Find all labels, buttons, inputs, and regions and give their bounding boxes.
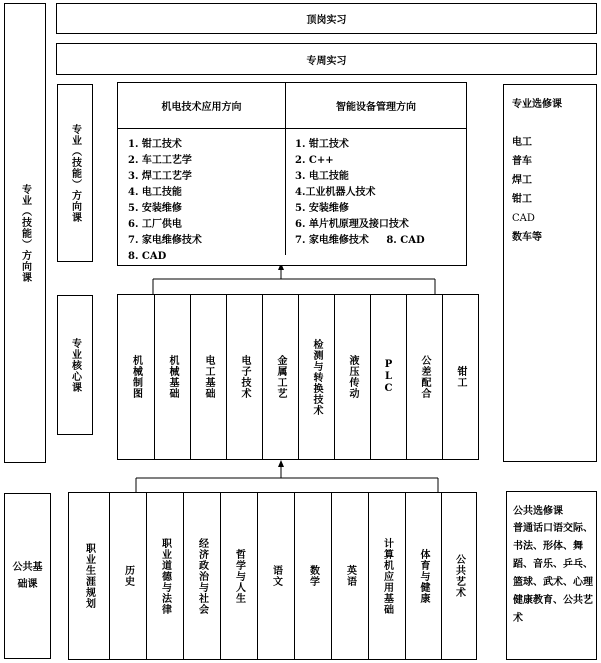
core-course-cell [370,295,406,459]
core-course-label-text: 钳工 [455,366,466,388]
direction-right-header [286,83,466,129]
core-course-label-text: 电子技术 [239,355,250,399]
direction-right-item: 3. 电工技能 [295,171,349,182]
public-course-label: 公共基础课 [12,562,43,590]
public-course-label-box [4,493,51,659]
direction-left-title: 机电技术应用方向 [161,102,242,113]
direction-left-item: 2. 车工工艺学 [128,155,192,166]
internship-bar-zhuanxiang [56,43,597,75]
public-course-cell [405,493,441,659]
direction-right-item: 7. 家电维修技术 8. CAD [295,235,425,246]
public-course-cell [183,493,220,659]
public-course-label-text: 职业道德与法律 [159,537,171,615]
professional-elective-item: 数车等 [512,232,542,243]
direction-divider [285,129,286,255]
direction-right-item: 1. 钳工技术 [295,139,349,150]
public-elective-title: 公共选修课 [513,506,563,517]
public-elective-body: 普通话口语交际、书法、形体、舞蹈、音乐、乒乓、篮球、武术、心理健康教育、公共艺术 [513,523,593,624]
core-course-cell [442,295,478,459]
direction-left-item: 5. 安装维修 [128,203,182,214]
core-course-cell [406,295,442,459]
public-course-label-text: 哲学与人生 [233,548,245,604]
professional-elective-item: CAD [512,213,535,224]
professional-elective-item: 普车 [512,156,532,167]
directions-table [117,82,467,266]
direction-right-title: 智能设备管理方向 [336,102,416,113]
core-course-cell [154,295,190,459]
direction-left-item: 4. 电工技能 [128,187,182,198]
public-course-cell [257,493,294,659]
direction-right-item: 6. 单片机原理及接口技术 [295,219,409,230]
public-course-cell [146,493,183,659]
core-course-cell [226,295,262,459]
left-sidebar-direction-label [4,3,46,463]
professional-elective-item: 电工 [512,137,532,148]
public-elective-box [506,491,597,660]
professional-elective-item: 焊工 [512,175,532,186]
core-course-cell [262,295,298,459]
direction-left-item: 7. 家电维修技术 [128,235,202,246]
core-course-cell [334,295,370,459]
direction-right-item: 4.工业机器人技术 [295,187,376,198]
public-course-label-text: 英语 [344,565,356,587]
professional-elective-item: 钳工 [512,194,532,205]
core-course-label-text: PLC [383,359,394,395]
public-course-label-text: 职业生涯规划 [83,543,95,609]
core-course-cell [190,295,226,459]
public-course-label-text: 经济政治与社会 [196,537,208,615]
direction-course-label-box [57,84,93,262]
public-course-label-text: 公共艺术 [453,554,465,598]
public-course-label-text: 计算机应用基础 [381,537,393,615]
public-course-cell [220,493,257,659]
internship-bar-dinggang [56,3,597,34]
direction-left-item: 8. CAD [128,251,167,262]
left-sidebar-text: 专业（技能）方向课 [19,183,31,283]
core-courses-row [117,294,479,460]
core-course-label-text: 金属工艺 [275,355,286,399]
public-course-label-text: 历史 [122,565,134,587]
core-course-label-text: 机械基础 [167,355,178,399]
direction-left-list [128,137,202,264]
internship-bar-dinggang-label: 顶岗实习 [306,15,347,26]
public-course-label-text: 数学 [307,565,319,587]
public-course-cell [331,493,368,659]
core-course-label-text: 公差配合 [419,355,430,399]
direction-left-item: 1. 钳工技术 [128,139,182,150]
professional-elective-box [503,84,597,462]
core-course-cell [118,295,154,459]
public-course-cell [441,493,476,659]
public-course-label-text: 体育与健康 [418,548,429,604]
public-course-cell [368,493,405,659]
core-course-label: 专业核心课 [69,337,81,393]
professional-elective-list [512,133,542,247]
direction-right-list [295,137,425,249]
professional-elective-title: 专业选修课 [512,99,562,110]
direction-left-item: 6. 工厂供电 [128,219,182,230]
public-course-cell [294,493,331,659]
public-courses-row [68,492,477,660]
core-course-label-text: 液压传动 [347,355,358,399]
public-course-label-text: 语文 [270,565,282,587]
core-course-cell [298,295,334,459]
public-course-cell [109,493,146,659]
direction-course-label: 专业（技能）方向课 [69,123,81,223]
direction-left-header [118,83,286,129]
core-course-label-text: 检测与转换技术 [311,338,322,416]
direction-right-item: 2. C++ [295,155,334,166]
direction-left-item: 3. 焊工工艺学 [128,171,192,182]
direction-right-item: 5. 安装维修 [295,203,349,214]
core-course-label-text: 机械制图 [130,355,142,399]
core-course-label-text: 电工基础 [203,355,214,399]
core-course-label-box [57,295,93,435]
public-course-cell [69,493,109,659]
internship-bar-zhuanxiang-label: 专周实习 [306,55,347,67]
